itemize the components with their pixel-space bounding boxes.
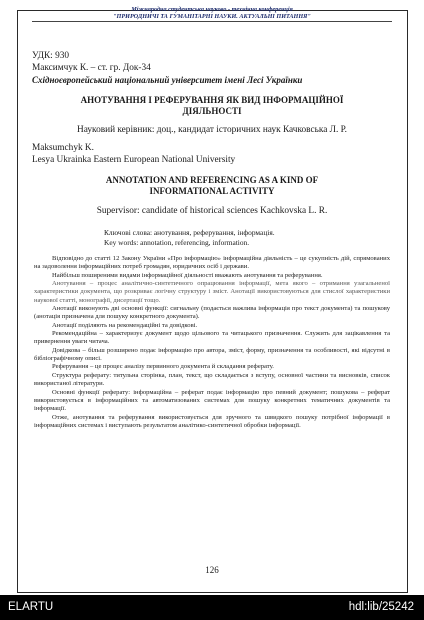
- paragraph-structure: Структура реферату: титульна сторінка, план, текст, що складається з вступу, основної частини та висновків, список використаної літератури.: [34, 371, 390, 388]
- paragraph-types: Найбільш поширеними видами інформаційної діяльності вважають анотування та реферування.: [52, 271, 323, 279]
- handle-id: hdl:lib/25242: [348, 601, 414, 613]
- repository-name: ELARTU: [8, 601, 54, 613]
- title-en-line1: ANNOTATION AND REFERENCING AS A KIND OF: [105, 175, 319, 185]
- paragraph-annotation: Анотування – процес аналітично-синтетичного опрацювання інформації, мета якого – отримання узагальненої характеристики документа, що розкриває логічну структуру і зміст. Анотації використовуються для стислої характеристики наукової статті, монографії, дисертації тощо.: [34, 280, 390, 304]
- udc-code: УДК: 930: [32, 51, 70, 61]
- title-en-line2: INFORMATIONAL ACTIVITY: [149, 186, 275, 196]
- conference-title-line2: "ПРИРОДНИЧІ ТА ГУМАНІТАРНІ НАУКИ. АКТУАЛЬНІ ПИТАННЯ": [113, 13, 311, 20]
- keywords-ua: Ключові слова: анотування, реферування, інформація.: [104, 228, 275, 237]
- paragraph-annotation-kinds: Анотації поділяють на рекомендаційні та довідкові.: [52, 321, 198, 329]
- paragraph-conclusion: Отже, анотування та реферування використовується для зручного та швидкого пошуку потрібної інформації в інформаційних системах і виступають результатом аналітико-синтетичної обробки інформації.: [34, 413, 390, 429]
- keywords-en: Key words: annotation, referencing, information.: [104, 238, 250, 247]
- supervisor-ua: Науковий керівник: доц., кандидат історичних наук Качковська Л. Р.: [77, 125, 347, 135]
- repository-footer: [0, 595, 424, 620]
- header-divider: [32, 21, 392, 22]
- article-body: [34, 255, 390, 430]
- title-ua-line1: АНОТУВАННЯ І РЕФЕРУВАННЯ ЯК ВИД ІНФОРМАЦІЙНОЇ: [80, 95, 344, 105]
- author-ua: Максимчук К. – ст. гр. Док-34: [32, 63, 151, 73]
- paragraph-functions: Анотації виконують дві основні функції: сигнальну (подається важлива інформація про текст документа) та пошукову (анотація призначена для пошуку конкретного документа).: [34, 305, 390, 321]
- title-ua-line2: ДІЯЛЬНОСТІ: [182, 106, 242, 116]
- conference-title-line1: Міжнародна студентська науково - технічна конференція: [131, 6, 293, 13]
- paragraph-definition: Відповідно до статті 12 Закону України «Про інформацію» інформаційна діяльність – це сукупність дій, спрямованих на задоволення інформаційних потреб громадян, юридичних осіб і держави.: [34, 255, 390, 271]
- supervisor-en: Supervisor: candidate of historical sciences Kachkovska L. R.: [96, 206, 328, 216]
- university-ua: Східноєвропейський національний університет імені Лесі Українки: [32, 75, 303, 85]
- paragraph-recommendation: Рекомендаційна – характеризує документ щодо цільового та читацького призначення. Служить для зацікавлення та привернення уваги читача.: [34, 330, 390, 346]
- paragraph-reference: Довідкова – більш розширено подає інформацію про автора, зміст, форму, призначення та особливості, які відсутні в бібліографічному описі.: [34, 346, 390, 363]
- paragraph-referat-functions: Основні функції реферату: інформаційна – реферат подає інформацію про певний документ; пошукова – реферат використовується в інформаційних та автоматизованих системах для пошуку конкретних тематичних документів та інформації.: [34, 388, 390, 413]
- university-en: Lesya Ukrainka Eastern European National University: [32, 155, 236, 165]
- author-en: Maksumchyk K.: [32, 143, 94, 153]
- page-number: 126: [205, 565, 219, 575]
- paragraph-referencing: Реферування – це процес аналізу первинного документа й складання реферату.: [52, 363, 274, 371]
